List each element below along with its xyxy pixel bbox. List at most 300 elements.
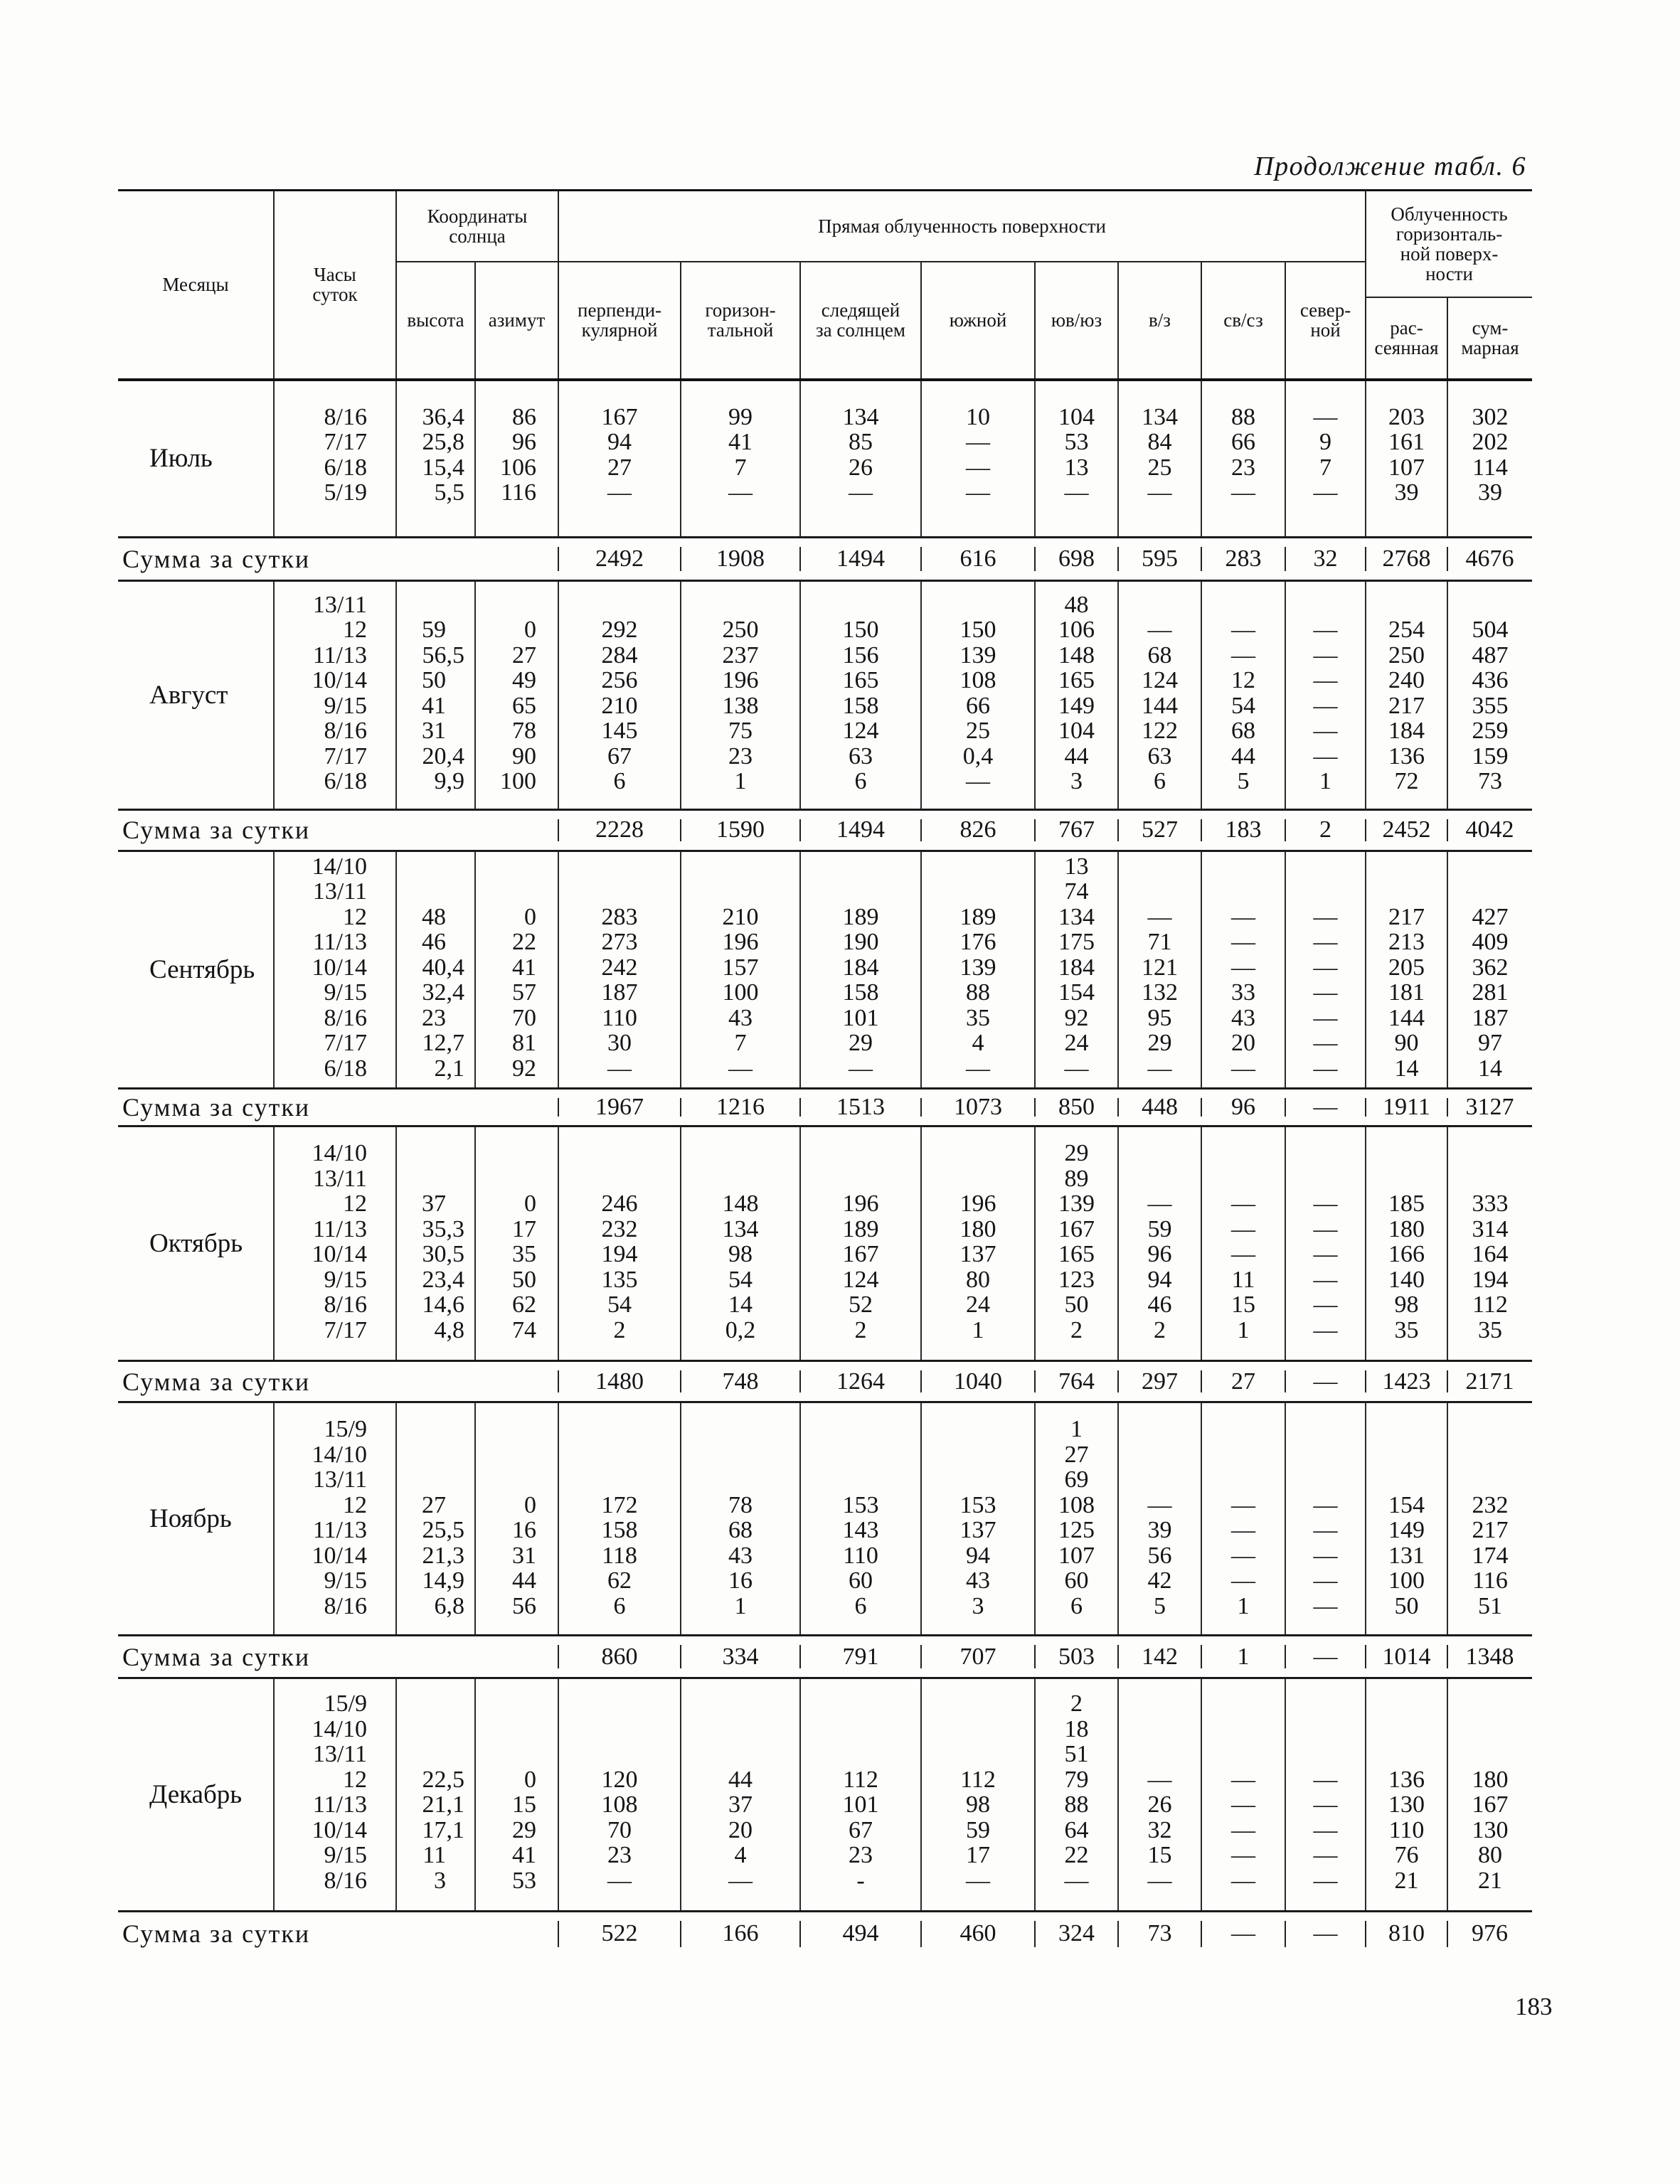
table-cell: 43 <box>1231 1004 1256 1031</box>
table-cell <box>1366 592 1447 618</box>
table-cell: 22 <box>512 929 537 955</box>
table-cell: 57 <box>512 979 537 1006</box>
table-cell: 108 <box>959 667 996 693</box>
daily-sum-e-w: 73 <box>1118 1912 1201 1956</box>
table-cell: — <box>1231 1542 1256 1569</box>
table-cell: 88 <box>966 979 991 1006</box>
table-cell: 166 <box>1388 1241 1425 1267</box>
table-cell: — <box>1147 479 1172 506</box>
table-cell <box>559 1717 680 1742</box>
daily-sum-horizontal: 1590 <box>681 809 800 851</box>
table-cell: — <box>1231 1816 1256 1843</box>
daily-sum-diffuse: 2452 <box>1366 809 1447 851</box>
table-cell <box>1448 1417 1532 1442</box>
table-cell: 210 <box>601 692 638 719</box>
table-cell: — <box>1313 667 1338 693</box>
table-cell: 157 <box>722 954 759 981</box>
table-cell: 24 <box>1064 1030 1089 1056</box>
table-cell: 79 <box>1064 1766 1089 1793</box>
column-total <box>1447 1678 1532 1912</box>
column-perpendicular <box>558 1402 681 1636</box>
table-cell: 137 <box>959 1517 996 1543</box>
table-cell: 196 <box>959 1190 996 1217</box>
table-cell: 100 <box>722 979 759 1006</box>
table-cell <box>476 592 558 618</box>
table-cell: 123 <box>1058 1266 1095 1293</box>
table-cell <box>1119 1691 1201 1717</box>
table-cell: 153 <box>842 1491 879 1518</box>
table-cell: — <box>1231 1867 1256 1894</box>
daily-sum-tracking: 1264 <box>800 1361 921 1402</box>
table-cell: — <box>1313 1766 1338 1793</box>
table-cell: 124 <box>842 1266 879 1293</box>
table-cell: 137 <box>959 1241 996 1267</box>
table-cell: 4 <box>972 1030 984 1056</box>
table-cell: 184 <box>1388 718 1425 744</box>
table-cell: 210 <box>722 903 759 930</box>
daily-sum-north: 2 <box>1285 809 1366 851</box>
daily-sum-total: 4676 <box>1447 537 1532 580</box>
table-cell: 0 <box>524 1766 537 1793</box>
daily-sum-se-sw: 767 <box>1035 809 1118 851</box>
table-cell: 14,9 <box>422 1567 464 1594</box>
table-cell: 27 <box>422 1491 446 1518</box>
column-azimuth <box>475 1402 558 1636</box>
daily-sum-south: 1040 <box>921 1361 1035 1402</box>
column-altitude <box>396 580 475 809</box>
daily-sum-horizontal: 166 <box>681 1912 800 1956</box>
table-cell: 176 <box>959 929 996 955</box>
daily-sum-se-sw: 324 <box>1035 1912 1118 1956</box>
table-cell: — <box>1231 641 1256 668</box>
table-cell: 25,5 <box>422 1517 464 1543</box>
table-cell: 246 <box>601 1190 638 1217</box>
table-cell: 29 <box>1064 1140 1089 1166</box>
table-cell: 18 <box>1064 1715 1089 1742</box>
table-cell: — <box>1313 1004 1338 1031</box>
header-se-sw: юв/юз <box>1035 262 1118 380</box>
table-cell: 194 <box>601 1241 638 1267</box>
daily-sum-label: Сумма за сутки <box>118 1361 558 1402</box>
table-cell: 250 <box>722 617 759 643</box>
table-cell: 5 <box>1154 1592 1166 1619</box>
table-cell <box>1202 592 1285 618</box>
table-cell: 106 <box>500 454 537 481</box>
column-se-sw <box>1035 1402 1118 1636</box>
table-cell: 172 <box>601 1491 638 1518</box>
table-cell: 30,5 <box>422 1241 464 1267</box>
table-cell: 68 <box>1147 641 1172 668</box>
daily-sum-north: — <box>1285 1912 1366 1956</box>
table-cell: — <box>1231 954 1256 981</box>
table-cell: 134 <box>842 403 879 430</box>
table-cell: 108 <box>1058 1491 1095 1518</box>
table-cell: 333 <box>1472 1190 1509 1217</box>
table-cell: 9,9 <box>434 768 464 794</box>
table-cell: 31 <box>512 1542 537 1569</box>
table-cell: — <box>1313 742 1338 769</box>
table-cell: 487 <box>1472 641 1509 668</box>
table-cell: 56,5 <box>422 641 464 668</box>
table-cell: 76 <box>1394 1842 1419 1868</box>
table-cell: 50 <box>1394 1592 1419 1619</box>
column-tracking <box>800 380 921 538</box>
table-cell: 6/18 <box>324 1055 367 1082</box>
table-cell: 217 <box>1388 903 1425 930</box>
table-cell: — <box>1313 1030 1338 1056</box>
table-cell: 42 <box>1147 1567 1172 1594</box>
daily-sum-tracking: 1494 <box>800 809 921 851</box>
table-cell <box>681 1717 799 1742</box>
table-cell: 96 <box>1147 1241 1172 1267</box>
table-cell: 48 <box>422 903 446 930</box>
table-cell: 130 <box>1472 1816 1509 1843</box>
table-cell: 26 <box>849 454 873 481</box>
table-cell: 64 <box>1064 1816 1089 1843</box>
table-cell: 185 <box>1388 1190 1425 1217</box>
table-cell: 23 <box>728 742 753 769</box>
column-horizontal <box>681 1126 800 1361</box>
table-cell: 14 <box>1478 1055 1503 1082</box>
table-cell: 60 <box>1064 1567 1089 1594</box>
header-north: север- ной <box>1285 262 1366 380</box>
column-south <box>921 1678 1035 1912</box>
table-cell <box>1366 854 1447 880</box>
table-cell: 22 <box>1064 1842 1089 1868</box>
table-cell: 53 <box>1064 429 1089 455</box>
table-cell <box>922 592 1034 618</box>
table-cell: 41 <box>728 429 753 455</box>
daily-sum-label: Сумма за сутки <box>118 537 558 580</box>
table-cell: 10/14 <box>312 1816 367 1843</box>
table-body <box>118 380 1532 1956</box>
table-cell: 89 <box>1064 1165 1089 1192</box>
table-cell <box>801 879 920 905</box>
table-cell: 54 <box>728 1266 753 1293</box>
table-cell: 10 <box>966 403 991 430</box>
table-cell: 122 <box>1142 718 1179 744</box>
table-cell: 50 <box>512 1266 537 1293</box>
month-name: Август <box>118 580 274 809</box>
table-cell: 256 <box>601 667 638 693</box>
column-se-sw <box>1035 1126 1118 1361</box>
table-cell: — <box>1231 1791 1256 1818</box>
table-cell: 98 <box>728 1241 753 1267</box>
table-cell: 15 <box>512 1791 537 1818</box>
table-cell: 101 <box>842 1004 879 1031</box>
table-cell: 95 <box>1147 1004 1172 1031</box>
table-cell: — <box>966 1867 991 1894</box>
table-cell: — <box>1313 1491 1338 1518</box>
table-cell: 196 <box>722 667 759 693</box>
table-cell: — <box>1313 403 1338 430</box>
column-south <box>921 1402 1035 1636</box>
table-cell: 130 <box>1388 1791 1425 1818</box>
table-cell: — <box>1313 979 1338 1006</box>
table-cell: 21 <box>1478 1867 1503 1894</box>
table-cell: 100 <box>500 768 537 794</box>
table-cell <box>559 1467 680 1493</box>
table-cell: 30 <box>607 1030 632 1056</box>
column-azimuth <box>475 851 558 1089</box>
table-cell: 180 <box>1472 1766 1509 1793</box>
daily-sum-south: 616 <box>921 537 1035 580</box>
table-cell: 132 <box>1142 979 1179 1006</box>
table-cell: 73 <box>1478 768 1503 794</box>
table-cell: 59 <box>422 617 446 643</box>
table-cell: 51 <box>1064 1741 1089 1767</box>
table-cell: 159 <box>1472 742 1509 769</box>
table-cell: 242 <box>601 954 638 981</box>
table-cell <box>922 879 1034 905</box>
table-cell: 86 <box>512 403 537 430</box>
table-cell: — <box>1231 1491 1256 1518</box>
table-cell: 66 <box>1231 429 1256 455</box>
table-cell: — <box>1147 1055 1172 1082</box>
table-cell: 7 <box>734 454 747 481</box>
table-cell <box>476 1717 558 1742</box>
table-cell: 314 <box>1472 1215 1509 1242</box>
table-cell: 150 <box>842 617 879 643</box>
table-cell: 180 <box>959 1215 996 1242</box>
table-cell: — <box>1313 1816 1338 1843</box>
table-cell: 5 <box>1237 768 1250 794</box>
table-cell: 72 <box>1394 768 1419 794</box>
table-cell: 217 <box>1388 692 1425 719</box>
table-cell: 156 <box>842 641 879 668</box>
column-total <box>1447 380 1532 538</box>
table-cell: 16 <box>728 1567 753 1594</box>
table-header <box>118 191 1532 380</box>
table-cell: — <box>1313 929 1338 955</box>
table-cell: 167 <box>601 403 638 430</box>
column-se-sw <box>1035 1678 1118 1912</box>
table-cell: 6 <box>613 768 626 794</box>
table-cell: 107 <box>1388 454 1425 481</box>
table-cell <box>681 1417 799 1442</box>
table-cell <box>1202 1717 1285 1742</box>
daily-sum-e-w: 448 <box>1118 1089 1201 1126</box>
table-cell: 284 <box>601 641 638 668</box>
daily-sum-perpendicular: 860 <box>558 1636 681 1678</box>
column-perpendicular <box>558 851 681 1089</box>
table-cell: 5,5 <box>434 479 464 506</box>
column-north <box>1285 580 1366 809</box>
table-cell: 107 <box>1058 1542 1095 1569</box>
table-cell: 59 <box>1147 1215 1172 1242</box>
table-cell <box>1119 1166 1201 1192</box>
table-cell <box>397 592 474 618</box>
column-total <box>1447 580 1532 809</box>
table-cell <box>1286 1742 1365 1767</box>
table-cell <box>1119 1717 1201 1742</box>
column-ne-nw <box>1201 851 1285 1089</box>
table-cell: 12 <box>1231 667 1256 693</box>
table-cell: 7/17 <box>324 1030 367 1056</box>
table-cell: 7/17 <box>324 429 367 455</box>
daily-sum-north: 32 <box>1285 537 1366 580</box>
table-cell: 4 <box>734 1842 747 1868</box>
daily-sum-perpendicular: 1480 <box>558 1361 681 1402</box>
column-tracking <box>800 851 921 1089</box>
table-cell <box>1119 1467 1201 1493</box>
table-cell: 6,8 <box>434 1592 464 1619</box>
table-cell <box>476 879 558 905</box>
table-cell: 31 <box>422 718 446 744</box>
table-cell: 7 <box>1319 454 1332 481</box>
table-cell: 190 <box>842 929 879 955</box>
header-horizontal-irradiance: Облученность горизонталь- ной поверх- ности <box>1366 191 1532 297</box>
table-cell: 92 <box>512 1055 537 1082</box>
table-cell <box>1366 1141 1447 1166</box>
table-cell <box>801 1467 920 1493</box>
table-cell: 124 <box>842 718 879 744</box>
table-cell: 94 <box>607 429 632 455</box>
table-cell: 0,4 <box>962 742 994 769</box>
table-cell: 273 <box>601 929 638 955</box>
table-cell: 8/16 <box>324 718 367 744</box>
table-cell: 165 <box>1058 1241 1095 1267</box>
table-cell: — <box>1231 479 1256 506</box>
table-cell <box>476 1742 558 1767</box>
table-cell: 0 <box>524 903 537 930</box>
table-cell: 90 <box>1394 1030 1419 1056</box>
table-cell: 112 <box>1472 1291 1508 1318</box>
column-diffuse <box>1366 380 1447 538</box>
table-cell <box>397 1166 474 1192</box>
table-cell: 9 <box>1319 429 1332 455</box>
table-cell: 237 <box>722 641 759 668</box>
column-perpendicular <box>558 1678 681 1912</box>
table-cell: 124 <box>1142 667 1179 693</box>
daily-sum-ne-nw: 1 <box>1201 1636 1285 1678</box>
daily-sum-se-sw: 503 <box>1035 1636 1118 1678</box>
table-cell: 67 <box>607 742 632 769</box>
table-cell: 196 <box>842 1190 879 1217</box>
table-cell: 53 <box>512 1867 537 1894</box>
table-cell: 60 <box>849 1567 873 1594</box>
table-cell: 158 <box>842 979 879 1006</box>
table-cell: 29 <box>1147 1030 1172 1056</box>
table-cell: 90 <box>512 742 537 769</box>
table-cell: 98 <box>1394 1291 1419 1318</box>
table-cell <box>1448 879 1532 905</box>
month-block <box>118 580 1532 809</box>
table-cell <box>1448 854 1532 880</box>
table-cell: — <box>607 1055 632 1082</box>
table-cell <box>801 592 920 618</box>
table-cell: 21 <box>1394 1867 1419 1894</box>
column-ne-nw <box>1201 580 1285 809</box>
table-cell <box>476 1417 558 1442</box>
month-name: Октябрь <box>118 1126 274 1361</box>
table-cell <box>1286 1442 1365 1468</box>
table-cell: 46 <box>422 929 446 955</box>
table-cell <box>1202 1742 1285 1767</box>
table-cell: — <box>1313 1266 1338 1293</box>
table-cell: 21,3 <box>422 1542 464 1569</box>
table-cell: 139 <box>959 641 996 668</box>
month-name: Сентябрь <box>118 851 274 1089</box>
table-cell: 158 <box>601 1517 638 1543</box>
table-cell: 106 <box>1058 617 1095 643</box>
table-cell <box>1448 1442 1532 1468</box>
daily-sum-perpendicular: 2228 <box>558 809 681 851</box>
daily-sum-perpendicular: 2492 <box>558 537 681 580</box>
table-cell <box>559 1691 680 1717</box>
daily-sum-south: 826 <box>921 809 1035 851</box>
table-cell: — <box>1064 1055 1089 1082</box>
column-perpendicular <box>558 580 681 809</box>
table-cell <box>476 854 558 880</box>
table-cell <box>559 1742 680 1767</box>
table-cell <box>681 1141 799 1166</box>
table-cell: 0 <box>524 617 537 643</box>
table-cell: 167 <box>1472 1791 1509 1818</box>
table-cell <box>476 1166 558 1192</box>
table-cell: 154 <box>1058 979 1095 1006</box>
column-horizontal <box>681 1678 800 1912</box>
table-cell <box>681 1742 799 1767</box>
table-cell <box>1448 1141 1532 1166</box>
table-cell <box>681 592 799 618</box>
table-cell: — <box>728 479 753 506</box>
table-cell: 41 <box>422 692 446 719</box>
table-cell <box>922 1166 1034 1192</box>
table-cell: — <box>1147 1867 1172 1894</box>
column-horizontal <box>681 1402 800 1636</box>
daily-sum-north: — <box>1285 1636 1366 1678</box>
daily-sum-total: 4042 <box>1447 809 1532 851</box>
table-cell: 52 <box>849 1291 873 1318</box>
table-cell: 68 <box>1231 718 1256 744</box>
daily-sum-diffuse: 810 <box>1366 1912 1447 1956</box>
table-cell: 21,1 <box>422 1791 464 1818</box>
table-cell: — <box>607 1867 632 1894</box>
table-cell: 12,7 <box>422 1030 464 1056</box>
table-cell <box>1119 592 1201 618</box>
month-name: Июль <box>118 380 274 538</box>
table-cell: 161 <box>1388 429 1425 455</box>
table-cell: 13/11 <box>312 591 367 618</box>
table-cell: 13 <box>1064 853 1089 880</box>
table-cell: 8/16 <box>324 1867 367 1894</box>
daily-sum-label: Сумма за сутки <box>118 1089 558 1126</box>
table-cell: 12 <box>343 1766 367 1793</box>
table-cell: 37 <box>728 1791 753 1818</box>
column-horizontal <box>681 851 800 1089</box>
table-cell: 149 <box>1388 1517 1425 1543</box>
table-cell: 116 <box>1472 1567 1508 1594</box>
table-cell: 131 <box>1388 1542 1425 1569</box>
table-cell: 62 <box>512 1291 537 1318</box>
table-cell: — <box>1313 1241 1338 1267</box>
table-cell: — <box>1313 718 1338 744</box>
table-cell: 144 <box>1142 692 1179 719</box>
table-cell <box>1448 1742 1532 1767</box>
table-cell: — <box>1313 1517 1338 1543</box>
table-cell: 194 <box>1472 1266 1509 1293</box>
table-cell: 41 <box>512 954 537 981</box>
table-cell <box>681 879 799 905</box>
table-cell: 63 <box>1147 742 1172 769</box>
table-cell: 6 <box>1070 1592 1083 1619</box>
table-cell: 70 <box>607 1816 632 1843</box>
column-se-sw <box>1035 851 1118 1089</box>
table-cell: 1 <box>1237 1592 1250 1619</box>
daily-sum-tracking: 791 <box>800 1636 921 1678</box>
table-cell <box>922 1417 1034 1442</box>
